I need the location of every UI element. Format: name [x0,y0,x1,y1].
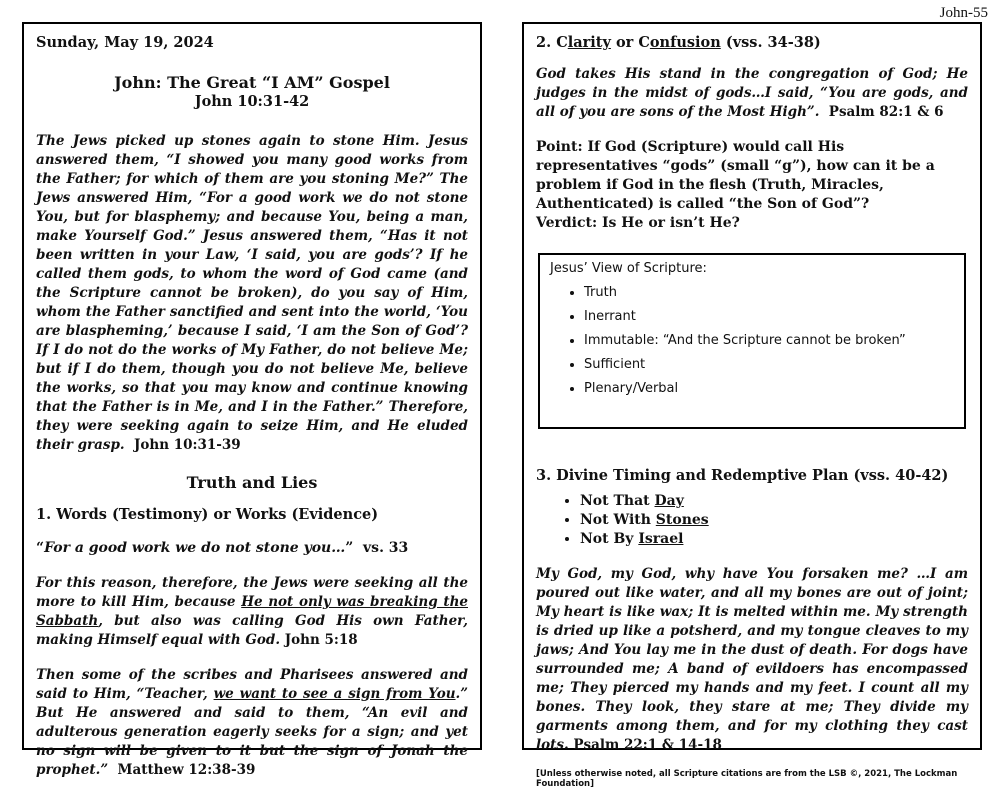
matthew-12-text-a: Then some of the scribes and Pharisees answered and said to Him, “Teacher, [36,667,468,702]
timing-item [580,492,968,511]
point2-c1: C [556,34,568,51]
timing-item-text: Not By [580,531,639,547]
psalm-82 [536,65,968,122]
box-item: • Truth [584,285,954,300]
sermon-title: John: The Great “I AM” Gospel [114,73,390,92]
scripture-view-box [538,253,966,429]
timing-item-text: Not That [580,493,655,509]
matthew-12-underlined: we want to see a sign from You [213,686,456,702]
sermon-passage: John 10:31-42 [194,93,310,110]
box-item: • Inerrant [584,309,954,324]
verdict-text: Verdict: Is He or isn’t He? [536,215,740,231]
matthew-12-ref: Matthew 12:38-39 [117,762,256,778]
footnote: [Unless otherwise noted, all Scripture citations are from the LSB ©, 2021, The Lockman Foundation] [536,769,958,789]
box-item: • Plenary/Verbal [584,381,954,396]
timing-item-key: Stones [655,512,709,528]
box-list [550,285,954,396]
john-5-18 [36,574,468,650]
psalm-82-ref: Psalm 82:1 & 6 [828,104,944,120]
point2-c2: C [638,34,650,51]
psalm-22 [536,565,968,755]
matthew-12 [36,666,468,780]
john-5-18-underlined: He not only was breaking the Sabbath [36,594,468,629]
psalm-22-ref: Psalm 22:1 & 14-18 [573,737,722,753]
point-text: Point: If God (Scripture) would call His representatives “gods” (small “g”), how can it be a problem if God in the flesh (Truth, Miracles, Authenticated) is called “the Son of God”? [536,139,935,212]
box-item: • Sufficient [584,357,954,372]
point2-verses: (vss. 34-38) [720,34,821,51]
box-item: • Immutable: “And the Scripture cannot be broken” [584,333,954,348]
box-title: Jesus’ View of Scripture: [550,261,707,276]
psalm-82-text: God takes His stand in the congregation of God; He judges in the midst of gods…I said, “You are gods, and all of you are sons of the Most High”. [536,66,968,120]
main-passage-text: The Jews picked up stones again to stone Him. Jesus answered them, “I showed you many good works from the Father; for which of them are you stoning Me?” The Jews answered Him, “For a good work we do not stone You, but for blasphemy; and because You, being a man, make Yourself God.” Jesus answered them, “Has it not been written in your Law, ‘I said, you are gods’? If he called them gods, to whom the word of God came (and the Scripture cannot be broken), do you say of Him, whom the Father sanctified and sent into the world, ‘You are blaspheming,’ because I said, ‘I am the Son of God’? If I do not do the works of My Father, do not believe Me; but if I do them, though you do not believe Me, believe the works, so that you may know and continue knowing that the Father is in Me, and I in the Father.” Therefore, they were seeking again to seize Him, and He eluded their grasp. [36,133,468,453]
left-panel [22,22,482,778]
psalm-22-text: My God, my God, why have You forsaken me? …I am poured out like water, and all my bones are out of joint; My heart is like wax; It is melted within me. My strength is dried up like a potsherd, and my tongue cleaves to my jaws; And You lay me in the dust of death. For dogs have surrounded me; A band of evildoers has encompassed me; They pierced my hands and my feet. I count all my bones. They look, they stare at me; They divide my garments among them, and for my clothing they cast lots. [536,566,968,753]
quote-vs33: “For a good work we do not stone you…” vs. 33 [36,540,409,556]
point2-clarity: larity [567,34,611,51]
page-number: John-55 [939,5,988,21]
point2-number: 2. [536,34,557,51]
timing-list [536,492,968,549]
timing-item-key: Day [654,493,684,509]
timing-item [580,511,968,530]
timing-item-text: Not With [580,512,656,528]
quote-vs33-text: For a good work we do not stone you… [44,540,346,556]
point2-or: or [610,34,639,51]
point2-heading [536,34,968,51]
timing-item-key: Israel [638,531,684,547]
point2-confusion: onfusion [649,34,721,51]
john-5-18-text-a: For this reason, therefore, the Jews were seeking all the more to kill Him, because [36,575,468,610]
section-title: Truth and Lies [186,473,318,492]
timing-item [580,530,968,549]
main-passage [36,132,468,455]
main-passage-ref: John 10:31-39 [134,437,241,453]
matthew-12-text-b: .” But He answered and said to them, “An evil and adulterous generation eagerly seeks for a sign; and yet no sign will be given to it but the sign of Jonah the prophet.” [36,686,468,778]
point3-heading: 3. Divine Timing and Redemptive Plan (vss. 40-42) [536,467,949,484]
quote-vs33-ref: vs. 33 [363,540,409,556]
right-panel [522,22,982,789]
service-date: Sunday, May 19, 2024 [36,34,214,51]
point1-heading: 1. Words (Testimony) or Works (Evidence) [36,506,379,523]
john-5-18-text-b: , but also was calling God His own Father, making Himself equal with God. [36,613,468,648]
john-5-18-ref: John 5:18 [284,632,358,648]
